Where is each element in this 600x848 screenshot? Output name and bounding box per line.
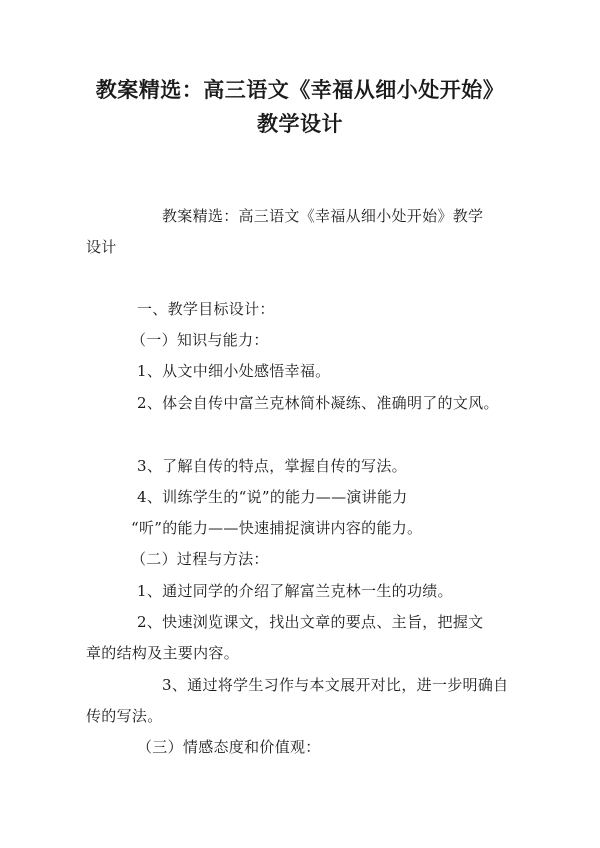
paragraph: 1、从文中细小处感悟幸福。 [137, 362, 331, 380]
intro-line-1: 教案精选：高三语文《幸福从细小处开始》教学 [162, 207, 484, 225]
paragraph: 3、了解自传的特点，掌握自传的写法。 [137, 457, 407, 475]
intro-line-2: 设计 [86, 238, 117, 256]
paragraph-continuation: 传的写法。 [86, 707, 163, 725]
paragraph: 2、快速浏览课文，找出文章的要点、主旨，把握文 [137, 613, 484, 631]
subsection-heading: （一）知识与能力： [131, 331, 269, 349]
document-title-line-2: 教学设计 [257, 111, 343, 136]
paragraph: “听”的能力——快速捕捉演讲内容的能力。 [131, 519, 423, 537]
paragraph: 1、通过同学的介绍了解富兰克林一生的功绩。 [137, 582, 453, 600]
document-title-line-1: 教案精选：高三语文《幸福从细小处开始》 [95, 77, 505, 102]
paragraph: 3、通过将学生习作与本文展开对比，进一步明确自 [162, 676, 509, 694]
paragraph: 4、训练学生的“说”的能力——演讲能力 [137, 488, 408, 506]
section-heading: 一、教学目标设计： [137, 300, 275, 318]
paragraph: 2、体会自传中富兰克林简朴凝练、准确明了的文风。 [137, 394, 499, 412]
subsection-heading: （二）过程与方法： [131, 550, 269, 568]
paragraph-continuation: 章的结构及主要内容。 [86, 644, 240, 662]
subsection-heading: （三）情感态度和价值观： [137, 738, 321, 756]
